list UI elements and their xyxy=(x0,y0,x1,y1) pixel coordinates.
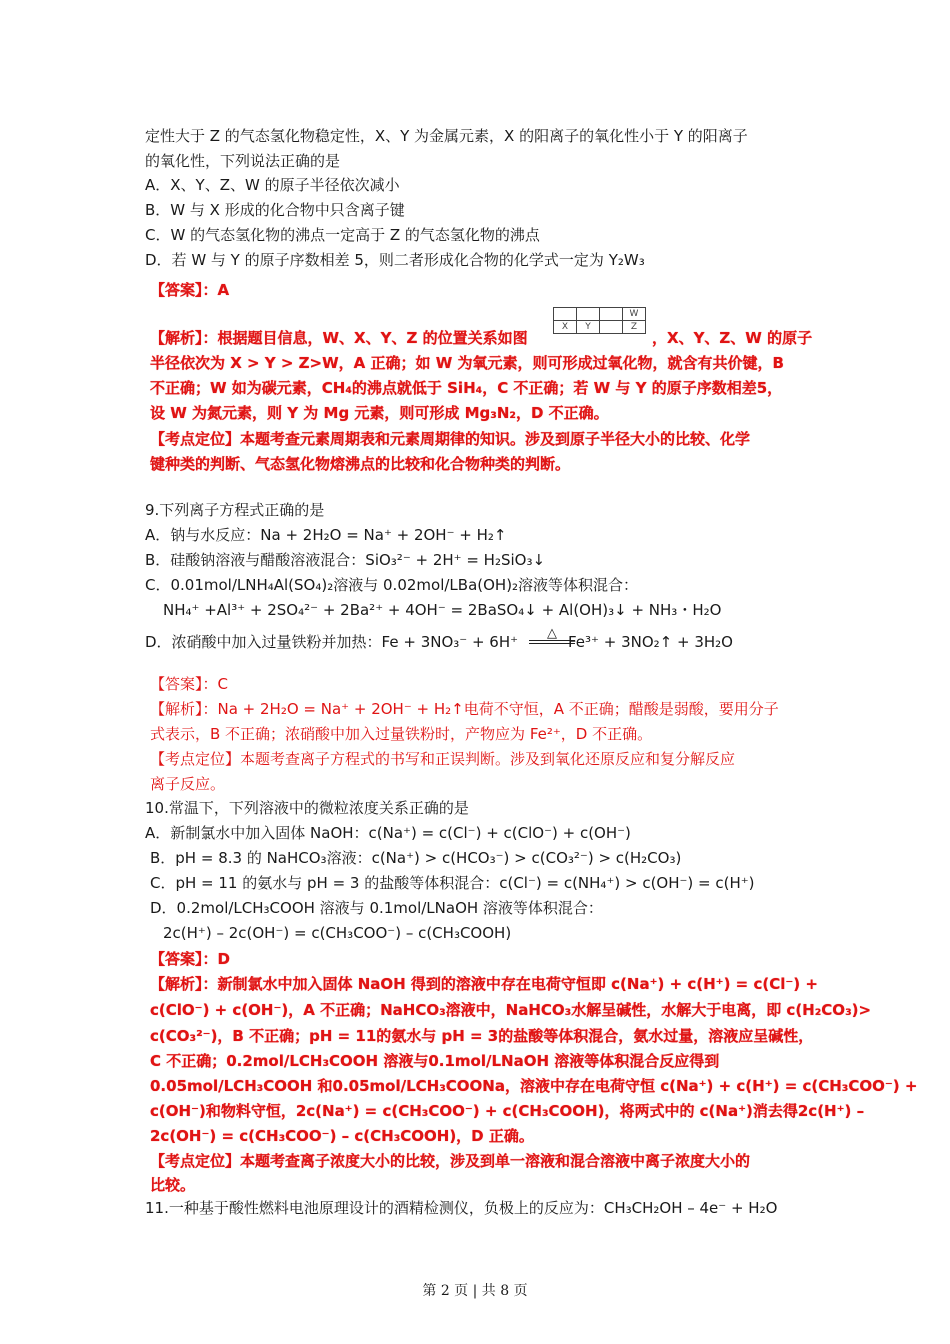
page-footer: 第 2 页 | 共 8 页 xyxy=(422,1283,528,1299)
equation-products: Fe³⁺ + 3NO₂↑ + 3H₂O xyxy=(568,633,733,651)
option-d: D．浓硝酸中加入过量铁粉并加热：Fe + 3NO₃⁻ + 6H⁺ xyxy=(145,633,519,651)
kaodian-line: 离子反应。 xyxy=(150,775,226,793)
option-b: B．pH = 8.3 的 NaHCO₃溶液：c(Na⁺) > c(HCO₃⁻) > c(CO₃²⁻) > c(H₂CO₃) xyxy=(150,849,682,867)
analysis-line: 设 W 为氮元素，则 Y 为 Mg 元素，则可形成 Mg₃N₂，D 不正确。 xyxy=(150,404,609,422)
analysis-line: 2c(OH⁻) = c(CH₃COO⁻) – c(CH₃COOH)，D 正确。 xyxy=(150,1127,534,1145)
option-a: A．新制氯水中加入固体 NaOH：c(Na⁺) = c(Cl⁻) + c(ClO⁻) + c(OH⁻) xyxy=(145,824,631,842)
analysis-line: c(OH⁻)和物料守恒，2c(Na⁺) = c(CH₃COO⁻) + c(CH₃COOH)，将两式中的 c(Na⁺)消去得2c(H⁺) – xyxy=(150,1102,865,1120)
option-a: A．钠与水反应：Na + 2H₂O = Na⁺ + 2OH⁻ + H₂↑ xyxy=(145,526,507,544)
analysis-line: ，X、Y、Z、W 的原子 xyxy=(652,329,813,347)
option-d: D．0.2mol/LCH₃COOH 溶液与 0.1mol/LNaOH 溶液等体积混合： xyxy=(150,899,603,917)
table-cell: Y xyxy=(577,321,600,334)
analysis-line: 【解析】：Na + 2H₂O = Na⁺ + 2OH⁻ + H₂↑电荷不守恒，A 不正确；醋酸是弱酸，要用分子 xyxy=(150,700,779,718)
equation-line: NH₄⁺ +Al³⁺ + 2SO₄²⁻ + 2Ba²⁺ + 4OH⁻ = 2BaSO₄↓ + Al(OH)₃↓ + NH₃・H₂O xyxy=(163,601,722,619)
option-c: C．W 的气态氢化物的沸点一定高于 Z 的气态氢化物的沸点 xyxy=(145,226,540,244)
analysis-line: 【解析】：新制氯水中加入固体 NaOH 得到的溶液中存在电荷守恒即 c(Na⁺) + c(H⁺) = c(Cl⁻) + xyxy=(150,975,818,993)
analysis-line: 0.05mol/LCH₃COOH 和0.05mol/LCH₃COONa，溶液中存在电荷守恒 c(Na⁺) + c(H⁺) = c(CH₃COO⁻) + xyxy=(150,1077,918,1095)
option-c: C．0.01mol/LNH₄Al(SO₄)₂溶液与 0.02mol/LBa(OH)₂溶液等体积混合： xyxy=(145,576,639,594)
periodic-position-table xyxy=(553,307,646,334)
kaodian-line: 【考点定位】本题考查离子方程式的书写和正误判断。涉及到氧化还原反应和复分解反应 xyxy=(150,750,736,768)
analysis-line: 【解析】：根据题目信息，W、X、Y、Z 的位置关系如图 xyxy=(150,329,528,347)
equation-line: 2c(H⁺) – 2c(OH⁻) = c(CH₃COO⁻) – c(CH₃COOH) xyxy=(163,924,512,942)
answer: 【答案】：D xyxy=(150,950,230,968)
answer: 【答案】：A xyxy=(150,281,230,299)
option-d: D．若 W 与 Y 的原子序数相差 5，则二者形成化合物的化学式一定为 Y₂W₃ xyxy=(145,251,645,269)
kaodian-line: 【考点定位】本题考查元素周期表和元素周期律的知识。涉及到原子半径大小的比较、化学 xyxy=(150,430,751,448)
question-10: 10.常温下，下列溶液中的微粒浓度关系正确的是 xyxy=(145,799,469,817)
table-cell: W xyxy=(623,308,646,321)
question-11: 11.一种基于酸性燃料电池原理设计的酒精检测仪，负极上的反应为：CH₃CH₂OH – 4e⁻ + H₂O xyxy=(145,1199,778,1217)
table-cell: X xyxy=(554,321,577,334)
analysis-line: 不正确；W 如为碳元素，CH₄的沸点就低于 SiH₄，C 不正确；若 W 与 Y 的原子序数相差5， xyxy=(150,379,783,397)
analysis-line: C 不正确；0.2mol/LCH₃COOH 溶液与0.1mol/LNaOH 溶液等体积混合反应得到 xyxy=(150,1052,720,1070)
kaodian-line: 【考点定位】本题考查离子浓度大小的比较，涉及到单一溶液和混合溶液中离子浓度大小的 xyxy=(150,1152,751,1170)
analysis-line: 式表示，B 不正确；浓硝酸中加入过量铁粉时，产物应为 Fe²⁺，D 不正确。 xyxy=(150,725,653,743)
question-9: 9.下列离子方程式正确的是 xyxy=(145,501,325,519)
analysis-line: 半径依次为 X > Y > Z>W，A 正确；如 W 为氧元素，则可形成过氧化物，就含有共价键，B xyxy=(150,354,784,372)
table-cell: Z xyxy=(623,321,646,334)
answer: 【答案】：C xyxy=(150,675,228,693)
option-c: C．pH = 11 的氨水与 pH = 3 的盐酸等体积混合：c(Cl⁻) = c(NH₄⁺) > c(OH⁻) = c(H⁺) xyxy=(150,874,755,892)
text-line: 定性大于 Z 的气态氢化物稳定性，X、Y 为金属元素，X 的阳离子的氧化性小于 Y 的阳离子 xyxy=(145,127,748,145)
analysis-line: c(ClO⁻) + c(OH⁻)，A 不正确；NaHCO₃溶液中，NaHCO₃水解呈碱性，水解大于电离，即 c(H₂CO₃)> xyxy=(150,1001,872,1019)
option-b: B．硅酸钠溶液与醋酸溶液混合：SiO₃²⁻ + 2H⁺ = H₂SiO₃↓ xyxy=(145,551,546,569)
option-a: A．X、Y、Z、W 的原子半径依次减小 xyxy=(145,176,400,194)
text-line: 的氧化性，下列说法正确的是 xyxy=(145,152,341,170)
option-b: B．W 与 X 形成的化合物中只含离子键 xyxy=(145,201,405,219)
analysis-line: c(CO₃²⁻)，B 不正确；pH = 11的氨水与 pH = 3的盐酸等体积混合，氨水过量，溶液应呈碱性， xyxy=(150,1027,814,1045)
kaodian-line: 比较。 xyxy=(150,1176,196,1194)
kaodian-line: 键种类的判断、气态氢化物熔沸点的比较和化合物种类的判断。 xyxy=(150,455,571,473)
delta-icon: △ xyxy=(547,626,557,641)
